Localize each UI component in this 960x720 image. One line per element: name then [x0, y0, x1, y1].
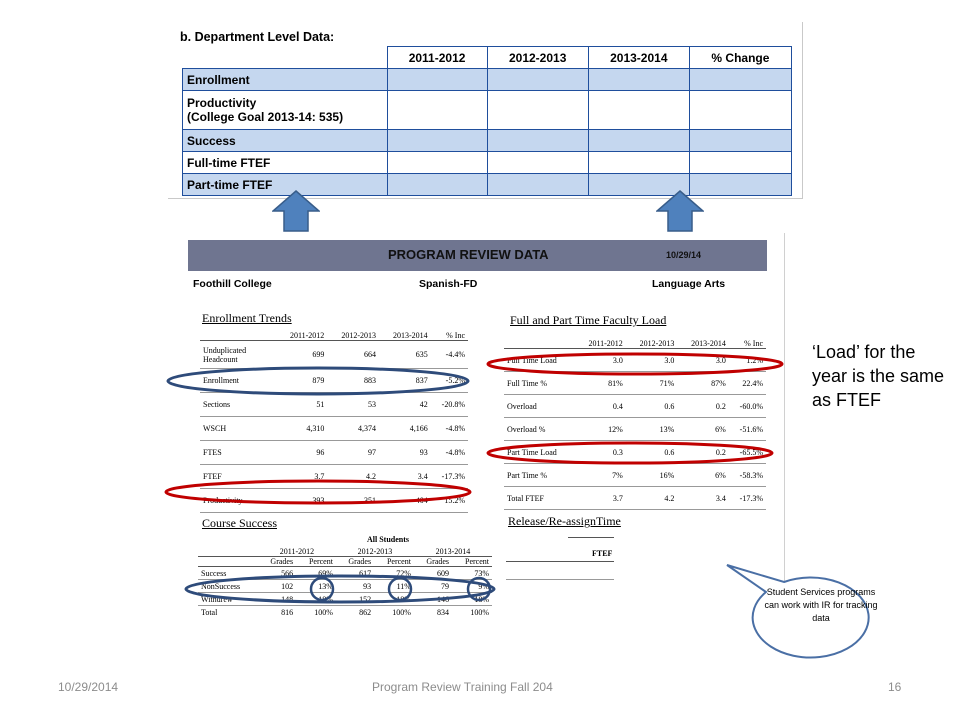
slide-number: 16 — [888, 680, 902, 694]
productivity-highlight-ellipse — [166, 481, 470, 503]
dept-row-label: Productivity (College Goal 2013-14: 535) — [183, 91, 388, 130]
table-row: FTEF 3.7 4.2 3.4 -17.3% — [200, 465, 468, 489]
enroll-col: 2011-2012 — [276, 331, 327, 341]
faculty-col: 2011-2012 — [575, 339, 626, 349]
parttime-load-highlight-ellipse — [488, 443, 772, 463]
success-year: 2012-2013 — [336, 547, 414, 557]
table-row: Total FTEF 3.7 4.2 3.4 -17.3% — [504, 487, 766, 510]
table-row: NonSuccess 102 13% 93 11% 79 9% — [198, 580, 492, 593]
table-row: Total 816 100% 862 100% 834 100% — [201, 607, 489, 617]
dept-col-2013: 2013-2014 — [588, 47, 689, 69]
course-success-table: 2011-2012 2012-2013 2013-2014 Grades Percent Grades Percent Grades Percent Success 566 69% 617 72% 609 73% NonSuccess 102 13% 93 11% 79 9% Withdrew 148 18% 152 18% 146 18% Total 816 100% 862 100% 834 100% — [198, 547, 492, 619]
table-row: Withdrew 148 18% 152 18% 146 18% — [198, 593, 492, 606]
table-row: Enrollment 879 883 837 -5.2% — [200, 369, 468, 393]
callout-text: Student Services programs can work with IR for tracking data — [764, 587, 878, 623]
percent-circle — [311, 578, 333, 600]
dept-col-2012: 2012-2013 — [487, 47, 588, 69]
dept-heading: b. Department Level Data: — [180, 30, 335, 44]
enroll-col: 2013-2014 — [379, 331, 431, 341]
course-success-title: Course Success — [202, 516, 277, 530]
faculty-col: 2012-2013 — [626, 339, 678, 349]
table-row: Productivity 393 351 404 15.2% — [200, 489, 468, 513]
table-row: Unduplicated Headcount 699 664 635 -4.4% — [200, 341, 468, 369]
release-col: FTEF — [592, 549, 613, 558]
table-row: Part Time Load 0.3 0.6 0.2 -65.5% — [504, 441, 766, 464]
table-row: WSCH 4,310 4,374 4,166 -4.8% — [200, 417, 468, 441]
prd-date: 10/29/14 — [666, 250, 702, 260]
enrollment-trends-title: Enrollment Trends — [202, 311, 292, 325]
table-row: Sections 51 53 42 -20.8% — [200, 393, 468, 417]
faculty-col: 2013-2014 — [677, 339, 729, 349]
table-row: Full Time % 81% 71% 87% 22.4% — [504, 372, 766, 395]
enrollment-highlight-ellipse — [168, 368, 468, 394]
faculty-col: % Inc — [729, 339, 766, 349]
success-group: All Students — [366, 535, 409, 544]
table-row: Overload % 12% 13% 6% -51.6% — [504, 418, 766, 441]
fulltime-load-highlight-ellipse — [488, 354, 782, 374]
success-year: 2013-2014 — [414, 547, 492, 557]
dept-col-change: % Change — [689, 47, 791, 69]
table-row: Part Time % 7% 16% 6% -58.3% — [504, 464, 766, 487]
load-note: ‘Load’ for the year is the same as FTEF — [812, 342, 945, 410]
success-year: 2011-2012 — [258, 547, 336, 557]
prd-title: PROGRAM REVIEW DATA — [388, 247, 549, 262]
table-row: Success 566 69% 617 72% 609 73% — [198, 567, 492, 580]
table-row: Full Time Load 3.0 3.0 3.0 1.2% — [504, 349, 766, 372]
prd-program: Spanish-FD — [419, 278, 478, 290]
dept-row-label: Enrollment — [183, 69, 388, 91]
dept-row-label: Part-time FTEF — [183, 174, 388, 196]
release-title: Release/Re-assignTime — [508, 514, 621, 528]
enroll-col: % Inc — [431, 331, 468, 341]
faculty-load-title: Full and Part Time Faculty Load — [510, 313, 667, 327]
percent-circle — [468, 578, 490, 600]
footer-date: 10/29/2014 — [58, 680, 119, 694]
dept-row-label: Success — [183, 130, 388, 152]
success-row-highlight-ellipse — [186, 576, 494, 602]
footer-title: Program Review Training Fall 204 — [372, 680, 553, 694]
dept-col-2011: 2011-2012 — [387, 47, 487, 69]
percent-circle — [389, 578, 411, 600]
prd-college: Foothill College — [193, 278, 272, 290]
enroll-col: 2012-2013 — [327, 331, 379, 341]
prd-division: Language Arts — [652, 278, 726, 290]
table-row: Overload 0.4 0.6 0.2 -60.0% — [504, 395, 766, 418]
dept-row-label: Full-time FTEF — [183, 152, 388, 174]
table-row: FTES 96 97 93 -4.8% — [200, 441, 468, 465]
